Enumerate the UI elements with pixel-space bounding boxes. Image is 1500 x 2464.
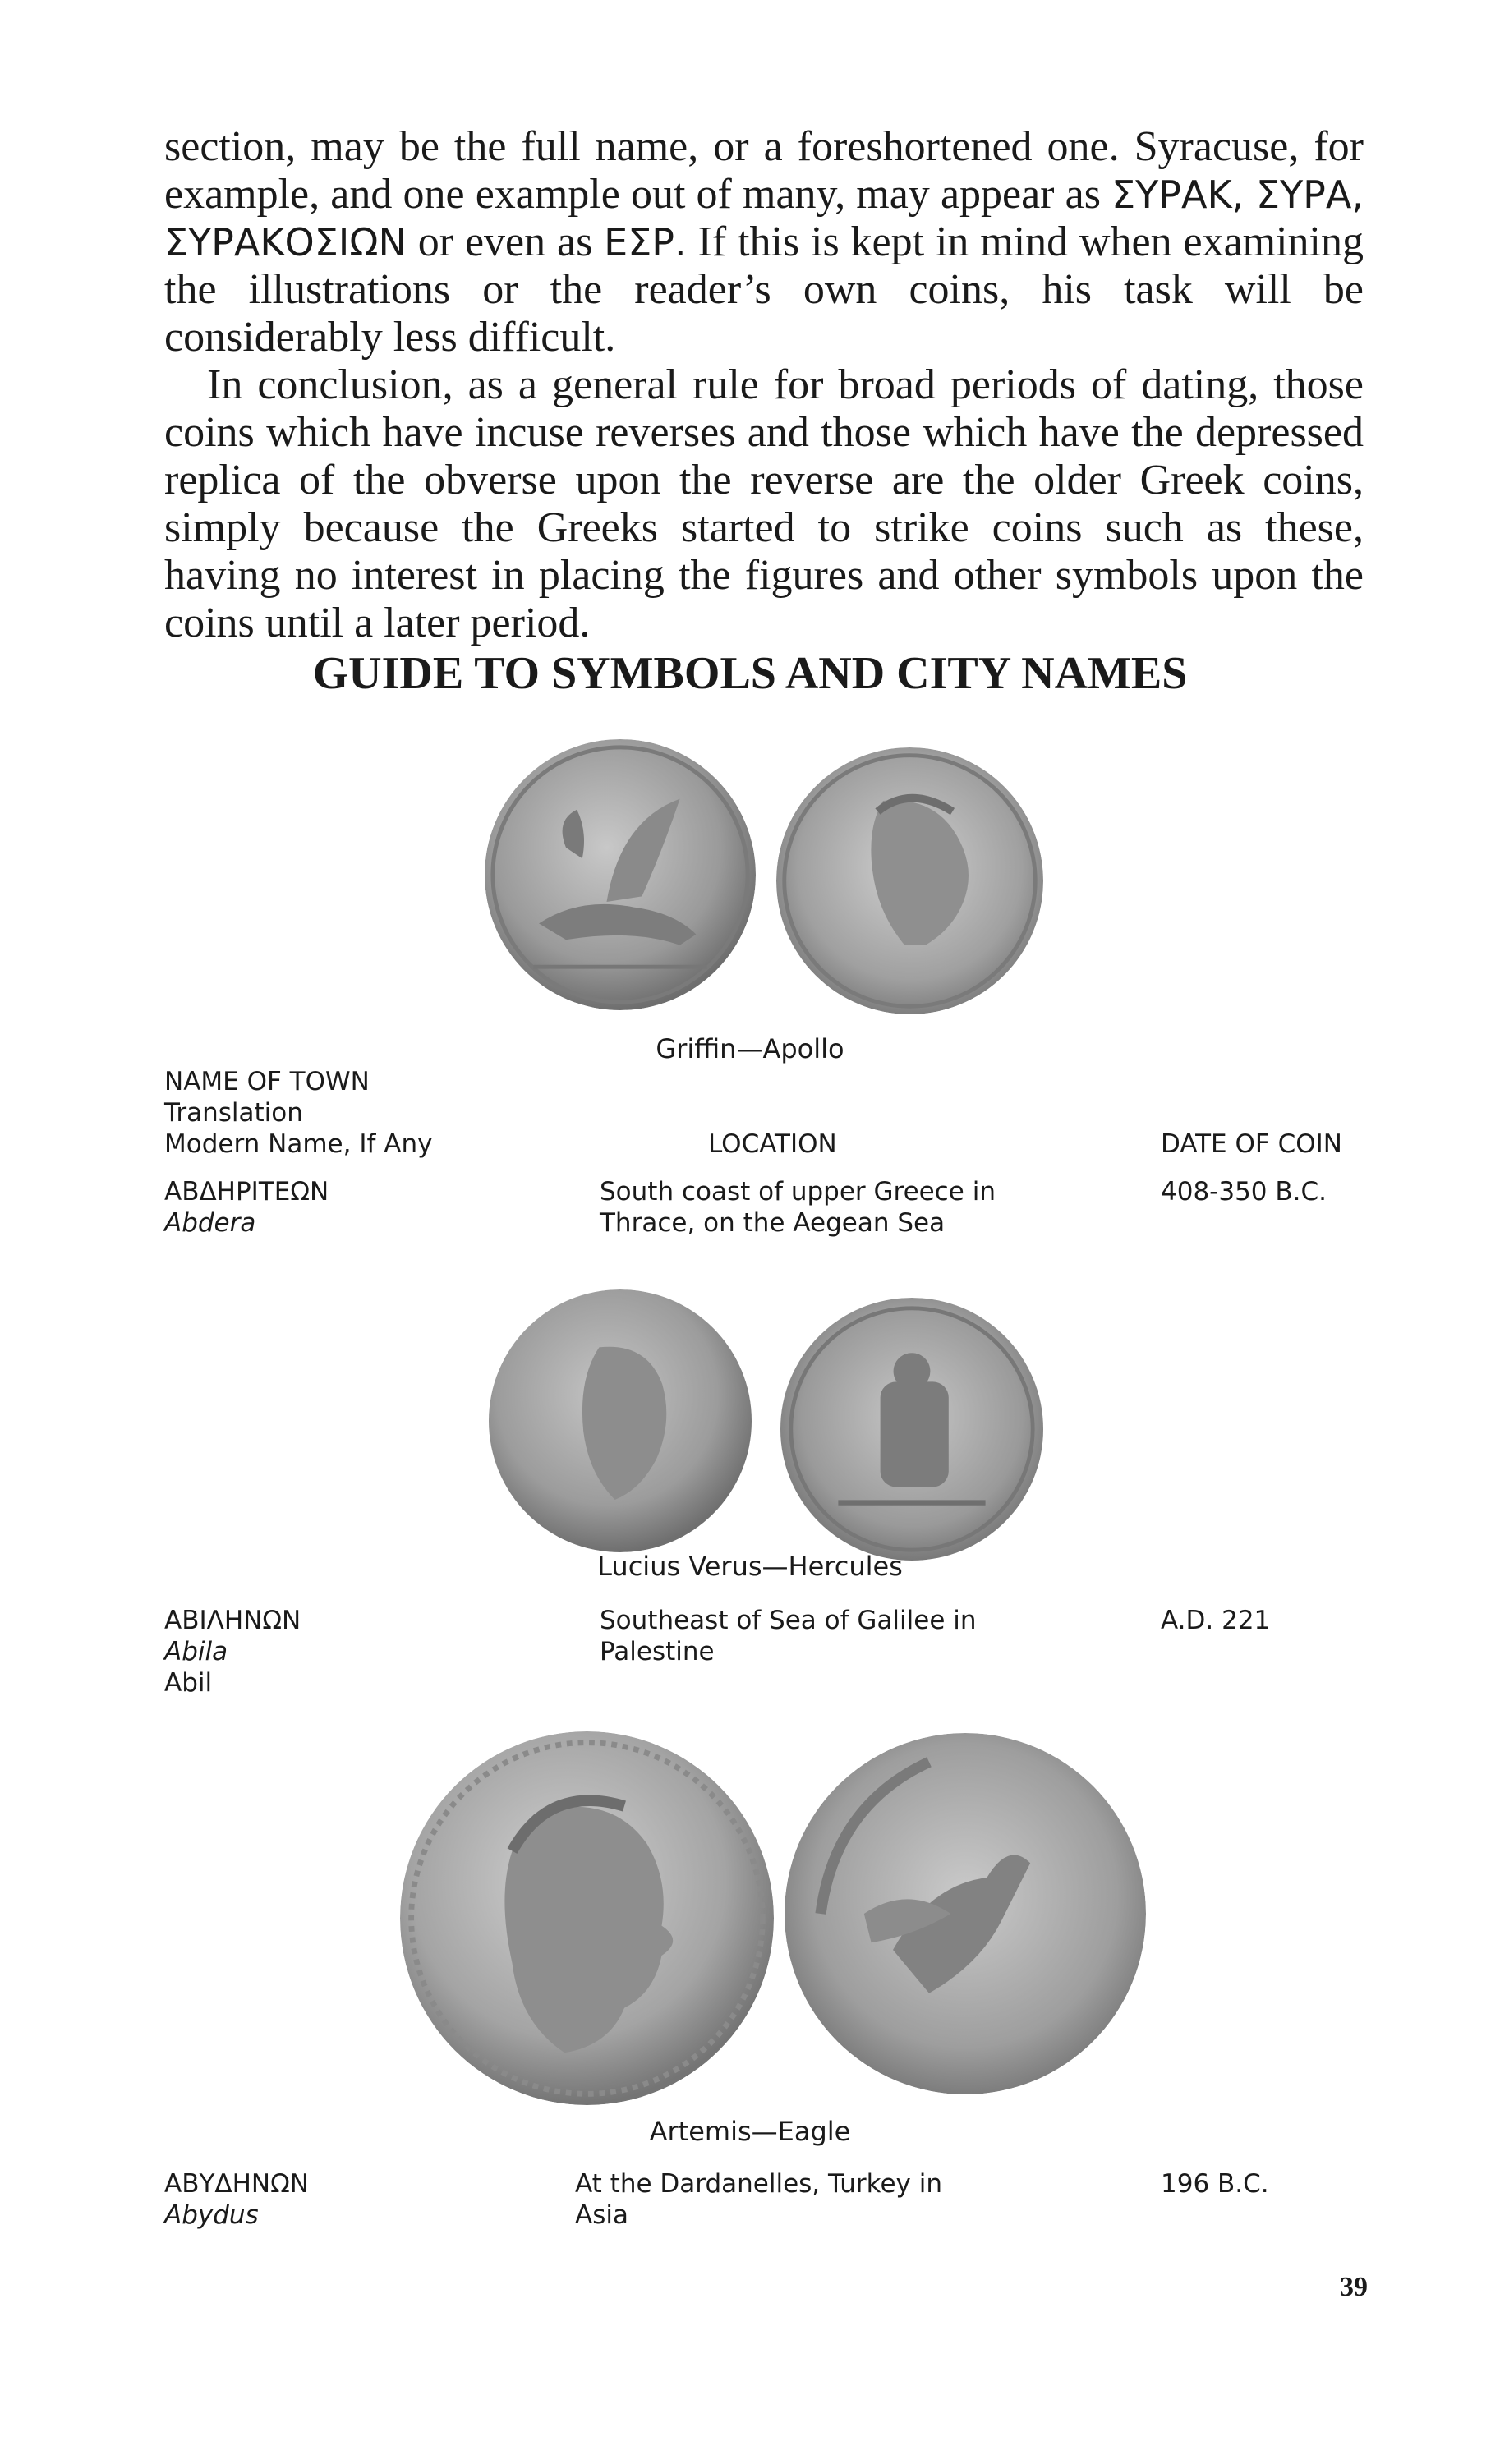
coin-obverse-griffin	[485, 739, 756, 1010]
coin-obverse-artemis	[400, 1731, 774, 2105]
date-entry: A.D. 221	[1161, 1606, 1271, 1635]
coin-reverse-hercules	[772, 1298, 1051, 1561]
column-header-location: LOCATION	[708, 1129, 837, 1159]
coin-obverse-lucius-verus	[485, 1289, 756, 1552]
intro-paragraph-1: section, may be the full name, or a foreshortened one. Syracuse, for example, and one example out of many, may appear as ΣΥΡΑΚ, ΣΥΡΑ, ΣΥΡΑΚΟΣΙΩΝ or even as ΕΣΡ. If this is kept in mind when examining the illustrations or the reader’s own coins, his task will be considerably less difficult.	[164, 123, 1364, 361]
intro-text	[164, 123, 1364, 647]
town-name-entry: ΑΒΔΗΡΙΤΕΩΝ Abdera	[164, 1177, 329, 1238]
section-heading: GUIDE TO SYMBOLS AND CITY NAMES	[312, 648, 1188, 699]
column-header-name: NAME OF TOWN Translation Modern Name, If Any	[164, 1067, 433, 1159]
date-entry: 408-350 B.C.	[1161, 1177, 1327, 1207]
town-name-entry: ΑΒΙΛΗΝΩΝ Abila Abil	[164, 1606, 301, 1698]
location-entry: South coast of upper Greece in Thrace, on the Aegean Sea	[600, 1177, 996, 1238]
coin-reverse-eagle	[785, 1733, 1146, 2094]
coin-caption: Lucius Verus—Hercules	[597, 1551, 903, 1582]
location-entry: At the Dardanelles, Turkey in Asia	[575, 2169, 943, 2230]
greek-abbreviation: ΕΣΡ.	[604, 220, 687, 264]
location-entry: Southeast of Sea of Galilee in Palestine	[600, 1606, 977, 1666]
coin-caption: Griffin—Apollo	[656, 1033, 844, 1064]
town-name-entry: ΑΒΥΔΗΝΩΝ Abydus	[164, 2169, 309, 2230]
date-entry: 196 B.C.	[1161, 2169, 1269, 2199]
greek-abbreviations: ΣΥΡΑΚ, ΣΥΡΑ, ΣΥΡΑΚΟΣΙΩΝ	[164, 172, 1364, 264]
intro-paragraph-2: In conclusion, as a general rule for broad periods of dating, those coins which have incuse reverses and those which have the depressed replica of the obverse upon the reverse are the older Greek coins, simply because the Greeks started to strike coins such as these, having no interest in placing the figures and other symbols upon the coins until a later period.	[164, 361, 1364, 646]
coin-reverse-apollo	[776, 747, 1043, 1014]
page-number: 39	[1340, 2272, 1368, 2302]
column-header-date: DATE OF COIN	[1161, 1129, 1342, 1159]
coin-caption: Artemis—Eagle	[649, 2116, 851, 2147]
